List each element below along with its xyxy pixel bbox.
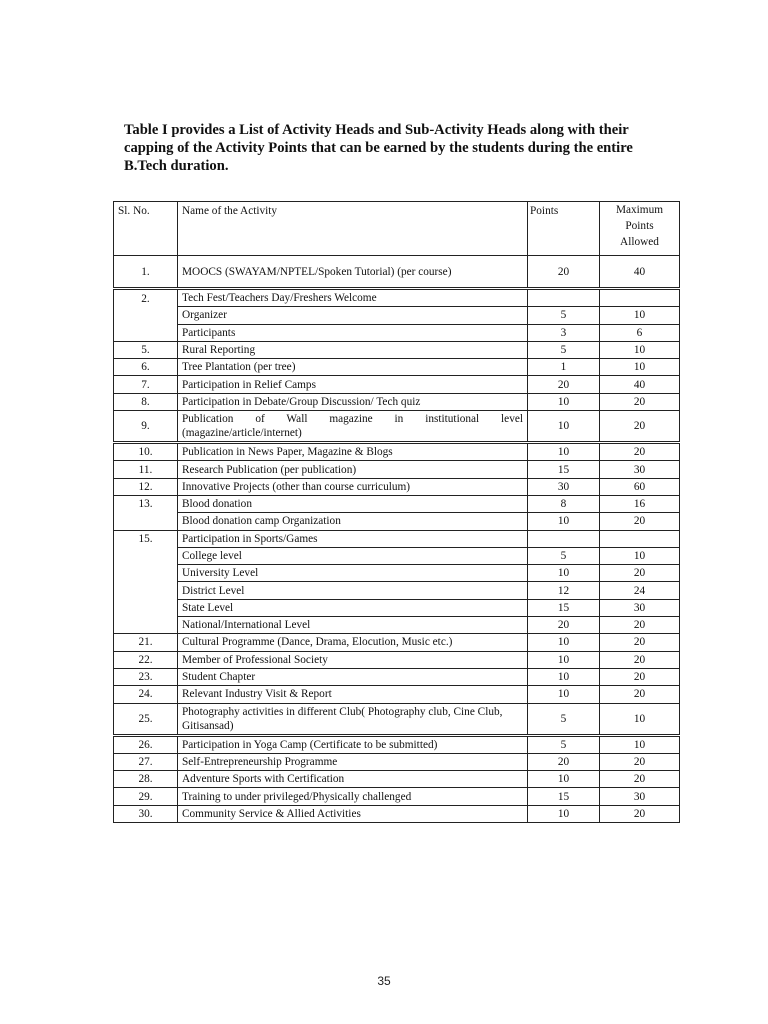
row-sl-no: 26.: [114, 735, 178, 753]
row-sl-no: 5.: [114, 341, 178, 358]
table-row: [114, 771, 680, 788]
row-max-points: 20: [600, 634, 680, 651]
page-number: 35: [377, 974, 391, 988]
row-points: 10: [528, 771, 600, 788]
row-sl-no: 1.: [114, 256, 178, 289]
row-activity-name: National/International Level: [178, 617, 528, 634]
row-activity-name: Adventure Sports with Certification: [178, 771, 528, 788]
row-points: 10: [528, 565, 600, 582]
table-row: [114, 547, 680, 564]
intro-paragraph: [124, 121, 664, 175]
row-max-points: 10: [600, 341, 680, 358]
table-row: [114, 376, 680, 393]
table-row: [114, 289, 680, 307]
table-row: [114, 634, 680, 651]
row-activity-name: Relevant Industry Visit & Report: [178, 686, 528, 703]
row-activity-name: Participation in Debate/Group Discussion/ Tech quiz: [178, 393, 528, 410]
row-max-points: 20: [600, 393, 680, 410]
row-sl-no: 12.: [114, 478, 178, 495]
row-activity-name: State Level: [178, 599, 528, 616]
table-row: [114, 805, 680, 822]
row-max-points: 10: [600, 359, 680, 376]
row-points: 15: [528, 788, 600, 805]
table-row: [114, 324, 680, 341]
row-activity-name: Blood donation: [178, 495, 528, 512]
header-maximum-points: [600, 202, 680, 256]
row-points: 30: [528, 478, 600, 495]
header-max-line-2: Points: [625, 220, 654, 232]
row-activity-name: Community Service & Allied Activities: [178, 805, 528, 822]
row-activity-name: Participants: [178, 324, 528, 341]
header-activity-name: Name of the Activity: [178, 202, 528, 256]
row-activity-name: College level: [178, 547, 528, 564]
row-activity-name: Organizer: [178, 307, 528, 324]
row-activity-name: Tree Plantation (per tree): [178, 359, 528, 376]
row-max-points: [600, 289, 680, 307]
row-activity-name: Photography activities in different Club( Photography club, Cine Club, Gitisansad): [178, 703, 528, 735]
row-max-points: 10: [600, 735, 680, 753]
row-sl-no: 6.: [114, 359, 178, 376]
row-activity-name: District Level: [178, 582, 528, 599]
row-max-points: 20: [600, 617, 680, 634]
row-sl-no: 28.: [114, 771, 178, 788]
row-activity-name: Member of Professional Society: [178, 651, 528, 668]
row-activity-name: Blood donation camp Organization: [178, 513, 528, 530]
row-max-points: 20: [600, 668, 680, 685]
row-max-points: 10: [600, 307, 680, 324]
row-sl-no: 2.: [114, 289, 178, 342]
row-points: 8: [528, 495, 600, 512]
row-max-points: 20: [600, 513, 680, 530]
table-row: [114, 256, 680, 289]
row-activity-name: Research Publication (per publication): [178, 461, 528, 478]
row-activity-name: Tech Fest/Teachers Day/Freshers Welcome: [178, 289, 528, 307]
table-row: [114, 686, 680, 703]
row-sl-no: 30.: [114, 805, 178, 822]
row-max-points: 20: [600, 565, 680, 582]
row-max-points: 20: [600, 805, 680, 822]
intro-line-3: B.Tech duration.: [124, 158, 229, 174]
row-points: 20: [528, 617, 600, 634]
row-max-points: 24: [600, 582, 680, 599]
row-max-points: 20: [600, 686, 680, 703]
header-sl-no: Sl. No.: [114, 202, 178, 256]
table-row: [114, 668, 680, 685]
row-activity-name: Publication of Wall magazine in institutional level (magazine/article/internet): [178, 411, 528, 443]
row-points: [528, 530, 600, 547]
row-points: 5: [528, 547, 600, 564]
row-sl-no: 15.: [114, 530, 178, 634]
row-max-points: 16: [600, 495, 680, 512]
row-sl-no: 13.: [114, 495, 178, 530]
row-activity-name: Publication in News Paper, Magazine & Blogs: [178, 443, 528, 461]
row-sl-no: 9.: [114, 411, 178, 443]
table-row: [114, 617, 680, 634]
table-row: [114, 461, 680, 478]
row-points: 20: [528, 376, 600, 393]
row-max-points: 20: [600, 651, 680, 668]
row-points: 10: [528, 668, 600, 685]
table-row: [114, 735, 680, 753]
row-activity-name: Self-Entrepreneurship Programme: [178, 753, 528, 770]
row-points: 15: [528, 461, 600, 478]
table-row: [114, 788, 680, 805]
row-max-points: 6: [600, 324, 680, 341]
row-sl-no: 22.: [114, 651, 178, 668]
row-points: 10: [528, 686, 600, 703]
row-activity-name: MOOCS (SWAYAM/NPTEL/Spoken Tutorial) (per course): [178, 256, 528, 289]
row-activity-name: Participation in Sports/Games: [178, 530, 528, 547]
row-activity-name: Participation in Yoga Camp (Certificate to be submitted): [178, 735, 528, 753]
row-activity-name: Rural Reporting: [178, 341, 528, 358]
row-activity-name: Training to under privileged/Physically challenged: [178, 788, 528, 805]
row-points: 10: [528, 411, 600, 443]
row-max-points: 10: [600, 703, 680, 735]
row-max-points: 60: [600, 478, 680, 495]
row-max-points: [600, 530, 680, 547]
row-points: 5: [528, 307, 600, 324]
row-max-points: 40: [600, 256, 680, 289]
row-sl-no: 27.: [114, 753, 178, 770]
row-sl-no: 8.: [114, 393, 178, 410]
row-points: 5: [528, 703, 600, 735]
table-row: [114, 530, 680, 547]
row-points: 20: [528, 753, 600, 770]
row-max-points: 30: [600, 788, 680, 805]
intro-line-1: Table I provides a List of Activity Heads and Sub-Activity Heads along with their: [124, 122, 629, 138]
row-max-points: 20: [600, 753, 680, 770]
table-row: [114, 599, 680, 616]
row-max-points: 40: [600, 376, 680, 393]
row-sl-no: 11.: [114, 461, 178, 478]
row-points: 5: [528, 735, 600, 753]
row-points: 20: [528, 256, 600, 289]
row-max-points: 10: [600, 547, 680, 564]
row-activity-name: University Level: [178, 565, 528, 582]
table-row: [114, 753, 680, 770]
row-activity-name: Innovative Projects (other than course curriculum): [178, 478, 528, 495]
table-header-row: [114, 202, 680, 256]
table-row: [114, 703, 680, 735]
table-row: [114, 651, 680, 668]
row-max-points: 20: [600, 771, 680, 788]
header-max-line-3: Allowed: [620, 236, 659, 248]
row-sl-no: 25.: [114, 703, 178, 735]
table-row: [114, 359, 680, 376]
row-activity-name: Student Chapter: [178, 668, 528, 685]
table-row: [114, 393, 680, 410]
table-row: [114, 582, 680, 599]
row-points: 5: [528, 341, 600, 358]
row-sl-no: 21.: [114, 634, 178, 651]
row-sl-no: 24.: [114, 686, 178, 703]
table-row: [114, 443, 680, 461]
header-max-line-1: Maximum: [615, 204, 664, 216]
row-max-points: 30: [600, 461, 680, 478]
row-points: 12: [528, 582, 600, 599]
row-points: 1: [528, 359, 600, 376]
table-row: [114, 565, 680, 582]
table-row: [114, 411, 680, 443]
row-points: 10: [528, 651, 600, 668]
table-row: [114, 307, 680, 324]
row-max-points: 30: [600, 599, 680, 616]
row-points: [528, 289, 600, 307]
row-sl-no: 29.: [114, 788, 178, 805]
header-points: Points: [528, 202, 600, 256]
row-sl-no: 10.: [114, 443, 178, 461]
row-sl-no: 23.: [114, 668, 178, 685]
activity-points-table: [113, 201, 680, 823]
row-max-points: 20: [600, 411, 680, 443]
row-sl-no: 7.: [114, 376, 178, 393]
row-activity-name: Cultural Programme (Dance, Drama, Elocution, Music etc.): [178, 634, 528, 651]
table-row: [114, 478, 680, 495]
row-points: 10: [528, 805, 600, 822]
row-points: 10: [528, 634, 600, 651]
row-points: 15: [528, 599, 600, 616]
table-row: [114, 341, 680, 358]
table-row: [114, 513, 680, 530]
row-points: 10: [528, 513, 600, 530]
row-points: 10: [528, 443, 600, 461]
row-points: 3: [528, 324, 600, 341]
row-activity-name: Participation in Relief Camps: [178, 376, 528, 393]
intro-line-2: capping of the Activity Points that can be earned by the students during the entire: [124, 140, 633, 156]
row-max-points: 20: [600, 443, 680, 461]
table-row: [114, 495, 680, 512]
row-points: 10: [528, 393, 600, 410]
